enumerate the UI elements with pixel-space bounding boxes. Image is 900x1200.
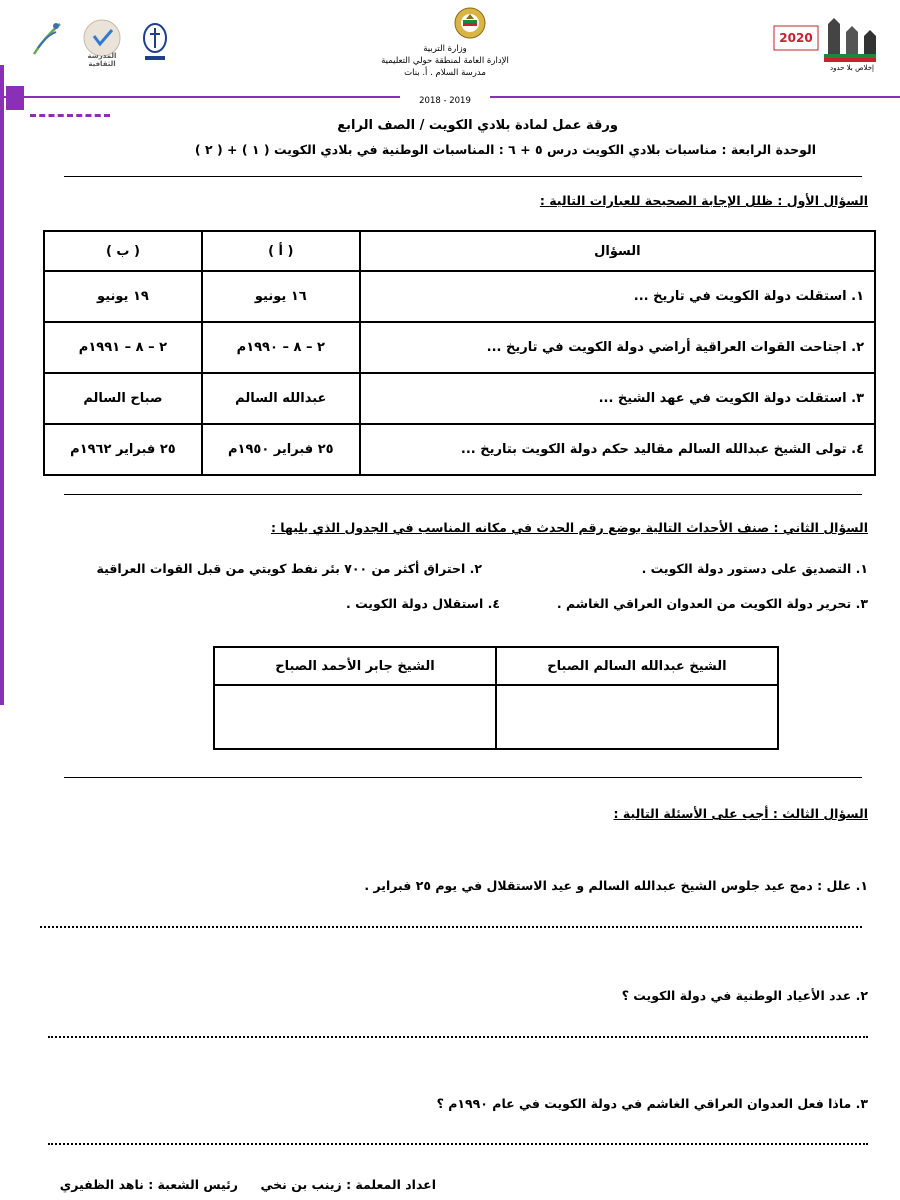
vision-logo-caption: إخلاص بلا حدود	[830, 64, 874, 72]
directorate-name: الإدارة العامة لمنطقة حولي التعليمية	[381, 56, 509, 66]
q1-row2-option-a[interactable]: ٢ – ٨ – ١٩٩٠م	[202, 322, 360, 373]
table-row	[44, 373, 875, 424]
q1-heading: السؤال الأول : ظلل الإجابة الصحيحة للعبارات التالية :	[539, 193, 868, 208]
left-purple-bar	[0, 65, 4, 705]
q3-item-2: ٢. عدد الأعياد الوطنية في دولة الكويت ؟	[621, 988, 868, 1003]
q2-col-jaber: الشيخ جابر الأحمد الصباح	[214, 647, 496, 685]
q1-row1-option-a[interactable]: ١٦ يونيو	[202, 271, 360, 322]
ministry-name: وزارة التربية	[423, 44, 467, 54]
kuwait-emblem-icon	[454, 6, 486, 40]
kuwait-vision-logo	[770, 14, 880, 76]
cultural-school-caption: المدرسة الثقافية	[87, 52, 117, 68]
dashed-accent	[30, 114, 110, 117]
q1-row3-question: ٣. استقلت دولة الكويت في عهد الشيخ ...	[360, 373, 875, 424]
q2-classify-table	[213, 646, 779, 750]
q1-row2-option-b[interactable]: ٢ – ٨ – ١٩٩١م	[44, 322, 202, 373]
q1-col-a: ( أ )	[202, 231, 360, 271]
unit-lesson-title: الوحدة الرابعة : مناسبات بلادي الكويت درس ٥ + ٦ : المناسبات الوطنية في بلادي الكويت ( ١ ) + ( ٢ )	[194, 142, 816, 157]
q3-answer-line-2[interactable]	[48, 1036, 868, 1038]
q2-event-4: ٤. استقلال دولة الكويت .	[345, 596, 500, 611]
q2-heading: السؤال الثاني : صنف الأحداث التالية بوضع رقم الحدث في مكانه المناسب في الجدول الذي يليها :	[270, 520, 868, 535]
q2-event-2: ٢. احتراق أكثر من ٧٠٠ بئر نفط كويتي من قبل القوات العراقية	[96, 561, 482, 576]
q1-row4-question: ٤. تولى الشيخ عبدالله السالم مقاليد حكم دولة الكويت بتاريخ ...	[360, 424, 875, 475]
school-name: مدرسة السلام . أ. بنات	[404, 68, 486, 78]
cultural-school-logo	[76, 18, 128, 68]
q1-row3-option-b[interactable]: صباح السالم	[44, 373, 202, 424]
q1-col-b: ( ب )	[44, 231, 202, 271]
worksheet-title: ورقة عمل لمادة بلادي الكويت / الصف الرابع	[337, 118, 618, 133]
q1-col-question: السؤال	[360, 231, 875, 271]
q1-row4-option-a[interactable]: ٢٥ فبراير ١٩٥٠م	[202, 424, 360, 475]
q3-answer-line-3[interactable]	[48, 1143, 868, 1145]
table-row	[44, 424, 875, 475]
q2-event-1: ١. التصديق على دستور دولة الكويت .	[641, 561, 868, 576]
divider-2	[64, 494, 862, 495]
department-head-credit: رئيس الشعبة : ناهد الظفيري	[59, 1177, 238, 1192]
purple-square-ornament	[6, 86, 24, 110]
q1-table	[43, 230, 876, 476]
q1-row1-option-b[interactable]: ١٩ يونيو	[44, 271, 202, 322]
q1-row2-question: ٢. اجتاحت القوات العراقية أراضي دولة الكويت في تاريخ ...	[360, 322, 875, 373]
table-row	[44, 322, 875, 373]
q3-heading: السؤال الثالث : أجب على الأسئلة التالية :	[613, 806, 868, 821]
school-year: 2018 - 2019	[400, 96, 490, 106]
divider-1	[64, 176, 862, 177]
divider-3	[64, 777, 862, 778]
teacher-credit: اعداد المعلمة : زينب بن نخي	[260, 1177, 436, 1192]
q1-row1-question: ١. استقلت دولة الكويت في تاريخ ...	[360, 271, 875, 322]
table-row	[44, 271, 875, 322]
q2-col-abdullah: الشيخ عبدالله السالم الصباح	[496, 647, 778, 685]
q1-row3-option-a[interactable]: عبدالله السالم	[202, 373, 360, 424]
vision-2020-text: 2020	[779, 31, 813, 45]
q2-event-3: ٣. تحرير دولة الكويت من العدوان العراقي الغاشم .	[556, 596, 868, 611]
blue-emblem-logo	[140, 22, 170, 66]
q2-answer-jaber-cell[interactable]	[214, 685, 496, 749]
q3-item-3: ٣. ماذا فعل العدوان العراقي الغاشم في دولة الكويت في عام ١٩٩٠م ؟	[436, 1096, 868, 1111]
q3-answer-line-1[interactable]	[40, 926, 862, 928]
sport-logo	[30, 18, 64, 60]
q1-row4-option-b[interactable]: ٢٥ فبراير ١٩٦٢م	[44, 424, 202, 475]
q2-answer-abdullah-cell[interactable]	[496, 685, 778, 749]
q3-item-1: ١. علل : دمج عيد جلوس الشيخ عبدالله السالم و عيد الاستقلال في يوم ٢٥ فبراير .	[364, 878, 868, 893]
